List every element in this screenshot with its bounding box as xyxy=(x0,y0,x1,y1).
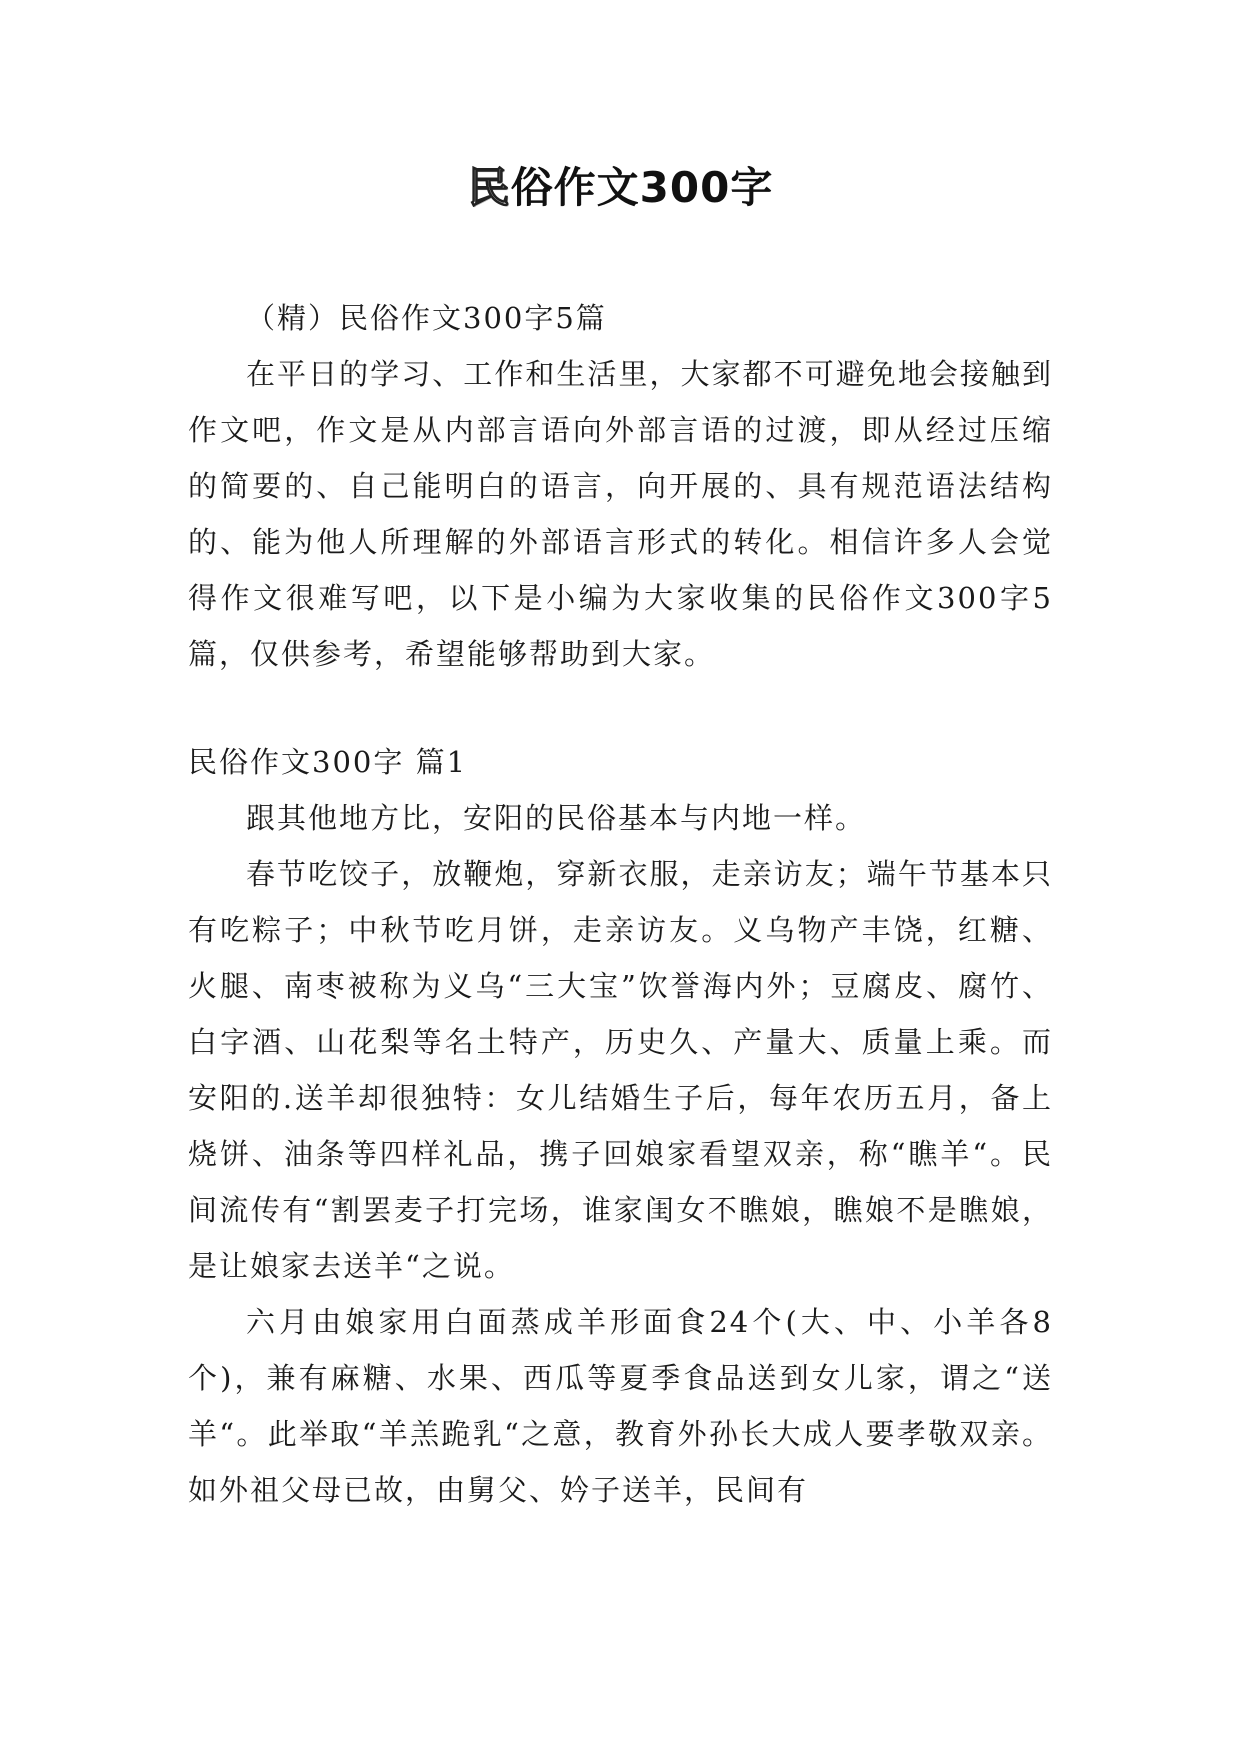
body-paragraph: 六月由娘家用白面蒸成羊形面食24个(大、中、小羊各8个)，兼有麻糖、水果、西瓜等夏季食品送到女儿家，谓之“送羊“。此举取“羊羔跪乳“之意，教育外孙长大成人要孝敬双亲。如外祖父母已故，由舅父、妗子送羊，民间有 xyxy=(188,1305,1053,1507)
title-first-char: 民 xyxy=(467,163,511,212)
body-paragraph: 跟其他地方比，安阳的民俗基本与内地一样。 xyxy=(246,801,867,835)
document-body xyxy=(188,290,1053,1518)
section-heading: 民俗作文300字 篇1 xyxy=(188,745,468,779)
title-rest: 俗作文300字 xyxy=(510,163,774,212)
document-title xyxy=(0,155,1241,215)
document-subtitle: （精）民俗作文300字5篇 xyxy=(246,301,607,335)
body-paragraph: 春节吃饺子，放鞭炮，穿新衣服，走亲访友；端午节基本只有吃粽子；中秋节吃月饼，走亲访友。义乌物产丰饶，红糖、火腿、南枣被称为义乌“三大宝”饮誉海内外；豆腐皮、腐竹、白字酒、山花梨等名土特产，历史久、产量大、质量上乘。而安阳的.送羊却很独特：女儿结婚生子后，每年农历五月，备上烧饼、油条等四样礼品，携子回娘家看望双亲，称“瞧羊“。民间流传有“割罢麦子打完场，谁家闺女不瞧娘，瞧娘不是瞧娘，是让娘家去送羊“之说。 xyxy=(188,857,1053,1283)
intro-paragraph: 在平日的学习、工作和生活里，大家都不可避免地会接触到作文吧，作文是从内部言语向外部言语的过渡，即从经过压缩的简要的、自己能明白的语言，向开展的、具有规范语法结构的、能为他人所理解的外部语言形式的转化。相信许多人会觉得作文很难写吧，以下是小编为大家收集的民俗作文300字5篇，仅供参考，希望能够帮助到大家。 xyxy=(188,357,1053,671)
